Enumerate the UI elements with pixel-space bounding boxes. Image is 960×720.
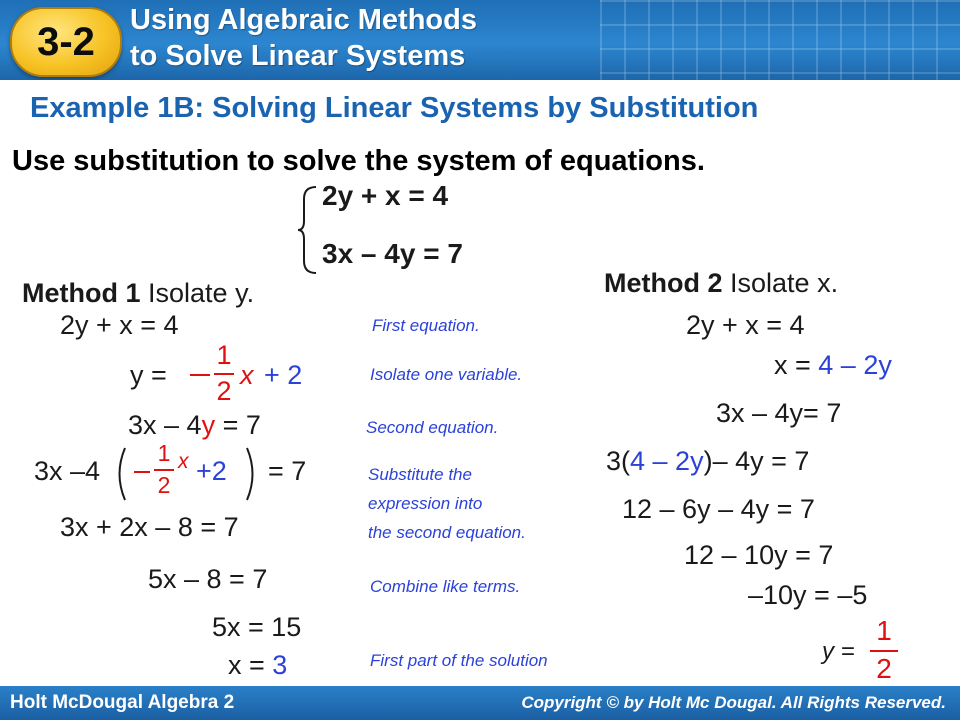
m1-line4-frac-den: 2 xyxy=(157,472,171,498)
note-substitute-3: the second equation. xyxy=(368,523,526,542)
system-equation-1: 2y + x = 4 xyxy=(322,180,449,211)
m1-line5: 3x + 2x – 8 = 7 xyxy=(60,512,239,542)
instruction-text: Use substitution to solve the system of equations. xyxy=(12,145,705,177)
m2-line6: 12 – 10y = 7 xyxy=(684,540,834,570)
m1-line4-a: 3x –4 xyxy=(34,456,101,486)
note-first-equation: First equation. xyxy=(372,316,480,335)
m1-line4-right-paren xyxy=(244,446,260,502)
m2-line4-a: 3( xyxy=(606,446,631,476)
m2-line4-b: 4 – 2y xyxy=(630,446,704,476)
m1-line4-frac-bar xyxy=(154,469,174,471)
method2-heading-bold: Method 2 xyxy=(604,268,723,298)
m1-line2-frac-bar xyxy=(214,373,234,375)
lesson-number: 3-2 xyxy=(37,20,95,64)
m1-line4-rhs: = 7 xyxy=(268,456,307,486)
m1-line4-left-paren xyxy=(112,446,128,502)
footer-copyright: Copyright © by Holt Mc Dougal. All Rights Reserved. xyxy=(521,693,946,712)
method1-heading-rest: Isolate y. xyxy=(148,278,255,308)
slide-title: Example 1B: Solving Linear Systems by Substitution xyxy=(30,92,759,124)
m1-line4-fraction xyxy=(154,440,174,498)
m1-line2-minus xyxy=(190,374,210,376)
m1-line8-value: 3 xyxy=(272,650,288,680)
m2-line8-lhs: y = xyxy=(822,638,855,665)
m2-line8-frac-num: 1 xyxy=(876,615,892,646)
m1-line8 xyxy=(228,650,287,681)
m2-line3: 3x – 4y= 7 xyxy=(716,398,842,428)
m1-line8-lhs: x = xyxy=(228,650,273,680)
footer-bar xyxy=(0,686,960,720)
method1-heading-bold: Method 1 xyxy=(22,278,141,308)
m1-line4-const: +2 xyxy=(196,456,227,486)
m1-line2-fraction xyxy=(214,340,234,406)
m1-line2-var: x xyxy=(240,360,254,390)
m2-line8-frac-den: 2 xyxy=(876,653,892,684)
m1-line1: 2y + x = 4 xyxy=(60,310,179,340)
m1-line2-frac-den: 2 xyxy=(216,376,232,406)
m1-line3-b: = 7 xyxy=(215,410,261,440)
m1-line4-var: x xyxy=(178,450,189,473)
m2-line5: 12 – 6y – 4y = 7 xyxy=(622,494,815,524)
m2-line2-rhs: 4 – 2y xyxy=(818,350,892,380)
m2-line2 xyxy=(774,350,892,381)
note-combine-like-terms: Combine like terms. xyxy=(370,577,521,596)
m2-line2-lhs: x = xyxy=(774,350,819,380)
footer-publisher: Holt McDougal Algebra 2 xyxy=(10,692,235,713)
header-bar xyxy=(0,0,960,80)
m1-line6: 5x – 8 = 7 xyxy=(148,564,268,594)
m2-line4-c: )– 4y = 7 xyxy=(703,446,810,476)
system-equation-2: 3x – 4y = 7 xyxy=(322,238,463,269)
m1-line4-frac-num: 1 xyxy=(157,440,171,466)
m2-line8-frac-bar xyxy=(870,650,898,652)
m1-line2-const: + 2 xyxy=(264,360,303,390)
method2-heading-rest: Isolate x. xyxy=(730,268,839,298)
note-first-part-solution: First part of the solution xyxy=(370,651,548,670)
m2-line7: –10y = –5 xyxy=(748,580,868,610)
note-substitute-1: Substitute the xyxy=(368,465,472,484)
m1-line3-y: y xyxy=(201,410,216,440)
system-brace xyxy=(296,185,320,275)
m1-line7: 5x = 15 xyxy=(212,612,302,642)
lesson-title-line1: Using Algebraic Methods xyxy=(130,4,477,36)
method1-heading xyxy=(22,278,254,309)
m2-line4 xyxy=(606,446,809,477)
note-substitute-2: expression into xyxy=(368,494,483,513)
m1-line2-frac-num: 1 xyxy=(216,340,232,370)
m1-line3-a: 3x – 4 xyxy=(128,410,202,440)
note-second-equation: Second equation. xyxy=(366,418,499,437)
m1-line4-minus xyxy=(134,471,150,473)
lesson-title-line2: to Solve Linear Systems xyxy=(130,40,466,72)
m2-line8-fraction xyxy=(870,616,898,684)
header-grid-pattern xyxy=(600,0,960,80)
m2-line1: 2y + x = 4 xyxy=(686,310,805,340)
method2-heading xyxy=(604,268,838,299)
note-isolate-variable: Isolate one variable. xyxy=(370,365,523,384)
m1-line3 xyxy=(128,410,261,441)
m1-line2-lhs: y = xyxy=(130,360,167,390)
lesson-badge xyxy=(10,7,122,77)
